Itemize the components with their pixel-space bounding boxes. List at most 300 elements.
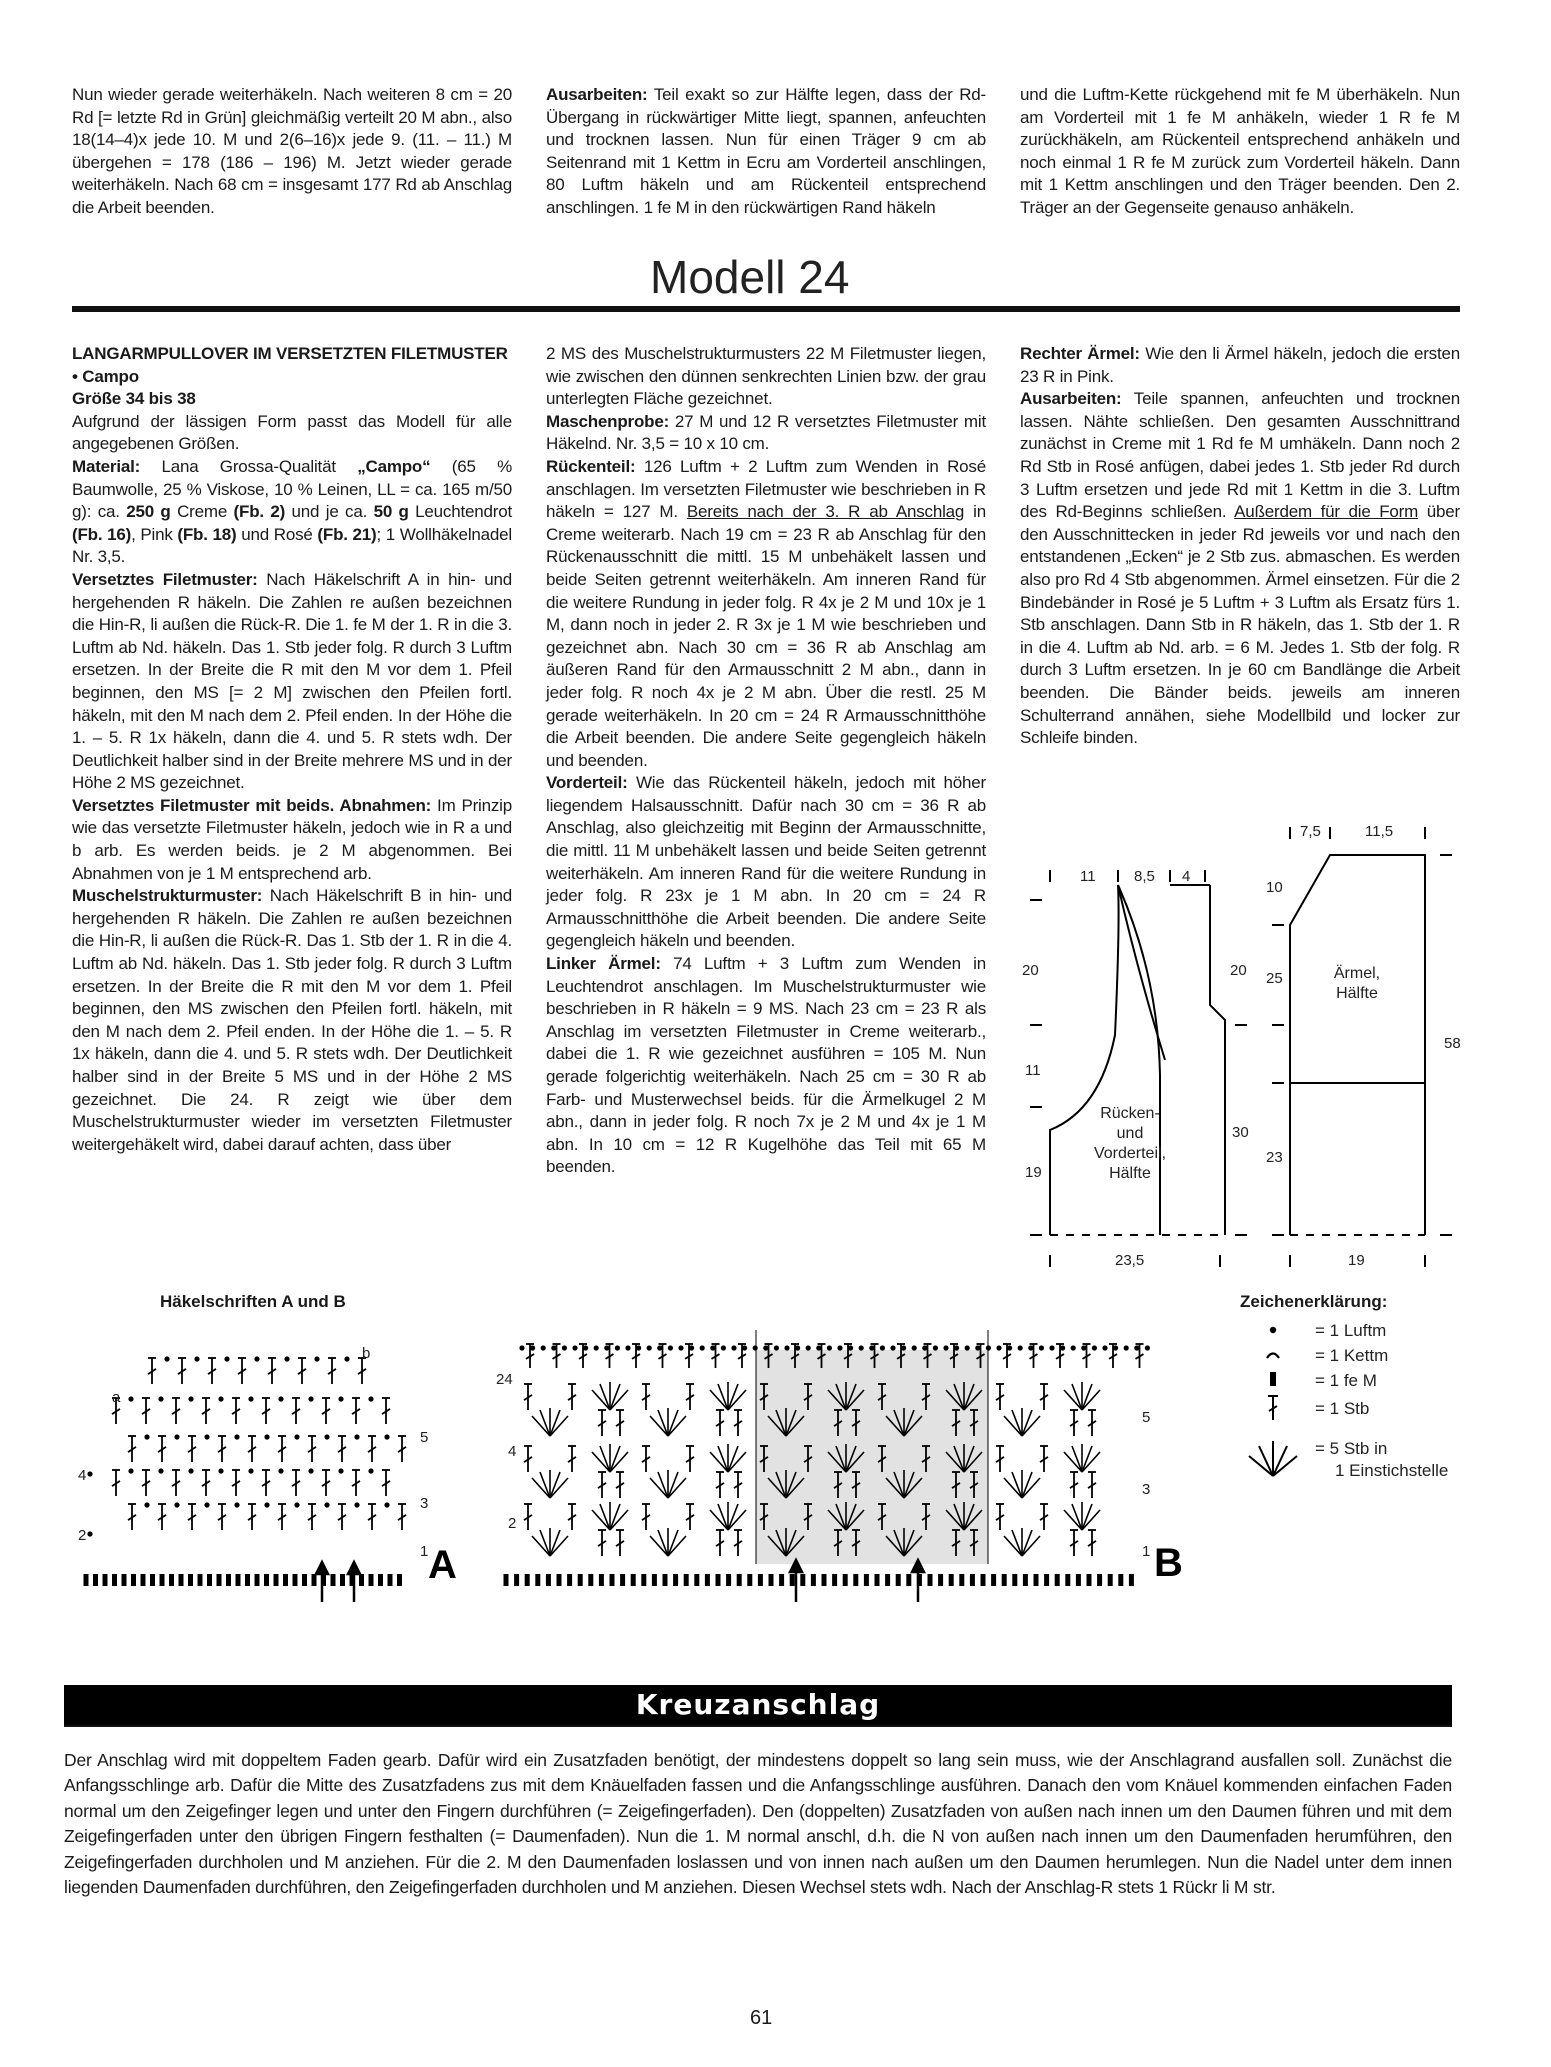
double-crochet-symbol: [1070, 1410, 1078, 1436]
double-crochet-symbol: [686, 1384, 694, 1410]
single-crochet-symbol: [1076, 1574, 1081, 1586]
measure-8-5: 8,5: [1134, 868, 1155, 885]
single-crochet-symbol: [397, 1574, 402, 1586]
shell-symbol: [532, 1470, 568, 1498]
legend-sc: = 1 fe M: [1315, 1371, 1377, 1390]
single-crochet-symbol: [388, 1574, 393, 1586]
double-crochet-symbol: [128, 1504, 136, 1530]
legend-shell-2: 1 Einstichstelle: [1335, 1461, 1449, 1480]
chain-symbol: [1145, 1345, 1150, 1350]
single-crochet-symbol: [245, 1574, 250, 1586]
double-crochet-symbol: [398, 1436, 406, 1462]
single-crochet-symbol: [1087, 1574, 1092, 1586]
shell-symbol: [592, 1502, 628, 1530]
shell-symbol: [592, 1444, 628, 1472]
single-crochet-symbol: [179, 1574, 184, 1586]
legend: [1225, 1316, 1485, 1502]
shell-symbol: [650, 1528, 686, 1556]
double-crochet-symbol: [208, 1358, 216, 1384]
double-crochet-symbol: [1070, 1472, 1078, 1498]
single-crochet-symbol: [631, 1574, 636, 1586]
single-crochet-symbol: [684, 1574, 689, 1586]
single-crochet-symbol: [811, 1574, 816, 1586]
measure-4: 4: [1182, 868, 1191, 885]
chain-symbol: [784, 1345, 789, 1350]
double-crochet-symbol: [996, 1446, 1004, 1472]
single-crochet-symbol: [331, 1574, 336, 1586]
double-crochet-symbol: [178, 1358, 186, 1384]
chart-b-row-5: 5: [1142, 1409, 1151, 1426]
single-crochet-symbol: [312, 1574, 317, 1586]
chain-symbol: [668, 1345, 673, 1350]
chain-symbol: [314, 1356, 319, 1361]
shell-symbol: [592, 1382, 628, 1410]
double-crochet-symbol: [1070, 1530, 1078, 1556]
legend-title: Zeichenerklärung:: [1240, 1292, 1388, 1311]
chart-a-row-5: 5: [420, 1429, 429, 1446]
double-crochet-symbol: [598, 1472, 606, 1498]
double-crochet-symbol: [352, 1470, 360, 1496]
single-crochet-symbol: [255, 1574, 260, 1586]
chain-symbol: [87, 1471, 92, 1476]
single-crochet-symbol: [525, 1574, 530, 1586]
chain-symbol: [264, 1502, 269, 1507]
single-crochet-symbol: [705, 1574, 710, 1586]
single-crochet-symbol: [1065, 1574, 1070, 1586]
shell-symbol: [532, 1528, 568, 1556]
chain-symbol: [1049, 1345, 1054, 1350]
pattern-heading: LANGARMPULLOVER IM VERSETZTEN FILETMUSTER: [72, 344, 508, 363]
double-crochet-symbol: [382, 1470, 390, 1496]
chain-symbol: [344, 1356, 349, 1361]
chain-symbol: [1071, 1345, 1076, 1350]
single-crochet-symbol: [726, 1574, 731, 1586]
chain-symbol: [615, 1345, 620, 1350]
shell-symbol: [1004, 1528, 1040, 1556]
single-crochet-symbol: [93, 1574, 98, 1586]
single-crochet-symbol: [1002, 1574, 1007, 1586]
double-crochet-symbol: [368, 1436, 376, 1462]
chain-symbol: [594, 1345, 599, 1350]
single-crochet-symbol: [906, 1574, 911, 1586]
single-crochet-symbol: [949, 1574, 954, 1586]
double-crochet-symbol: [524, 1384, 532, 1410]
double-crochet-symbol: [248, 1504, 256, 1530]
measure-11-left: 11: [1025, 1062, 1041, 1079]
kreuzanschlag-rule: [64, 1725, 1452, 1727]
double-crochet-symbol: [248, 1436, 256, 1462]
body-label-line-4: Hälfte: [1109, 1165, 1151, 1182]
legend-dc: = 1 Stb: [1315, 1399, 1370, 1418]
single-crochet-symbol: [1118, 1574, 1123, 1586]
chain-stitch-icon: [1270, 1327, 1276, 1333]
chain-symbol: [164, 1356, 169, 1361]
chain-symbol: [933, 1345, 938, 1350]
single-crochet-symbol: [928, 1574, 933, 1586]
single-crochet-symbol: [546, 1574, 551, 1586]
double-crochet-symbol: [716, 1530, 724, 1556]
double-crochet-symbol: [568, 1446, 576, 1472]
double-crochet-symbol: [1040, 1446, 1048, 1472]
chain-symbol: [541, 1345, 546, 1350]
single-crochet-symbol: [264, 1574, 269, 1586]
chain-symbol: [264, 1434, 269, 1439]
chain-symbol: [308, 1468, 313, 1473]
double-crochet-symbol: [148, 1358, 156, 1384]
double-crochet-symbol: [1088, 1472, 1096, 1498]
yarn-name: • Campo: [72, 366, 139, 386]
measure-23: 23: [1266, 1149, 1283, 1166]
double-crochet-symbol: [112, 1470, 120, 1496]
chain-symbol: [1124, 1345, 1129, 1350]
single-crochet-symbol: [141, 1574, 146, 1586]
double-crochet-symbol: [142, 1398, 150, 1424]
chain-symbol: [144, 1502, 149, 1507]
shell-symbol: [650, 1408, 686, 1436]
double-crochet-symbol: [1088, 1530, 1096, 1556]
single-crochet-symbol: [1129, 1574, 1134, 1586]
chain-symbol: [234, 1502, 239, 1507]
double-crochet-symbol: [1088, 1410, 1096, 1436]
size-schematic: [1010, 815, 1470, 1275]
double-crochet-symbol: [686, 1446, 694, 1472]
chain-symbol: [218, 1396, 223, 1401]
double-crochet-symbol: [172, 1398, 180, 1424]
heading-ausarbeiten: Ausarbeiten:: [546, 85, 648, 104]
single-crochet-symbol: [1012, 1574, 1017, 1586]
body-shoulder-side-line: [1210, 885, 1225, 1235]
double-crochet-symbol: [598, 1410, 606, 1436]
body-label-line-2: und: [1116, 1125, 1144, 1142]
single-crochet-symbol: [1034, 1574, 1039, 1586]
single-crochet-symbol: [885, 1574, 890, 1586]
double-crochet-symbol: [262, 1398, 270, 1424]
chain-symbol: [284, 1356, 289, 1361]
chain-symbol: [254, 1356, 259, 1361]
top-col-3: und die Luftm-Kette rückgehend mit fe M überhäkeln. Nun am Vorderteil mit 1 fe M anhäkeln, wieder 1 R fe M zurückhäkeln, am Rückenteil entsprechend anhäkeln und noch einmal 1 R fe M zurück zum Vorderteil häkeln. Dann mit 1 Kettm anschlingen und den Träger beenden. Den 2. Träger an der Gegenseite genauso anhäkeln.: [1020, 85, 1460, 217]
chart-b-row-24: 24: [496, 1371, 513, 1388]
chain-symbol: [194, 1356, 199, 1361]
double-crochet-symbol: [308, 1436, 316, 1462]
chain-symbol: [174, 1502, 179, 1507]
single-crochet-symbol: [896, 1574, 901, 1586]
shell-icon: [1249, 1441, 1297, 1476]
double-crochet-symbol: [996, 1504, 1004, 1530]
single-crochet-symbol: [991, 1574, 996, 1586]
double-crochet-icon: [1268, 1396, 1278, 1420]
single-crochet-symbol: [1097, 1574, 1102, 1586]
chain-symbol: [144, 1434, 149, 1439]
double-crochet-symbol: [262, 1470, 270, 1496]
single-crochet-symbol: [981, 1574, 986, 1586]
chain-symbol: [294, 1502, 299, 1507]
slip-stitch-icon: [1267, 1354, 1279, 1359]
chart-b-row-2: 2: [508, 1515, 517, 1532]
chain-symbol: [678, 1345, 683, 1350]
single-crochet-symbol: [514, 1574, 519, 1586]
chain-symbol: [700, 1345, 705, 1350]
single-crochet-symbol: [578, 1574, 583, 1586]
double-crochet-symbol: [202, 1470, 210, 1496]
chain-symbol: [625, 1345, 630, 1350]
chain-symbol: [204, 1502, 209, 1507]
double-crochet-symbol: [322, 1398, 330, 1424]
double-crochet-symbol: [1040, 1504, 1048, 1530]
double-crochet-symbol: [642, 1446, 650, 1472]
double-crochet-symbol: [128, 1436, 136, 1462]
double-crochet-symbol: [616, 1530, 624, 1556]
legend-shell-1: = 5 Stb in: [1315, 1439, 1388, 1458]
single-crochet-symbol: [150, 1574, 155, 1586]
chain-symbol: [837, 1345, 842, 1350]
single-crochet-symbol: [359, 1574, 364, 1586]
measure-58: 58: [1444, 1035, 1461, 1052]
left-sleeve-paragraph: Linker Ärmel: 74 Luftm + 3 Luftm zum Wenden in Leuchtendrot anschlagen. Im Muschelstrukturmuster wie beschrieben in R häkeln = 9 MS. Nach 23 cm = 23 R als Anschlag im versetzten Filetmuster in Creme weiterarb., dabei die 1. R wie gezeichnet ausführen = 105 M. Nun gerade folgerichtig weiterhäkeln. Nach 25 cm = 30 R ab Farb- und Musterwechsel beids. für die Ärmelkugel 2 M abn., dann in jeder folg. R noch 7x je 2 M und 4x je 1 M abn. In 10 cm = 12 R Kugelhöhe das Teil mit 65 M beenden.: [546, 954, 986, 1177]
chain-symbol: [338, 1396, 343, 1401]
finishing-paragraph: Ausarbeiten: Teile spannen, anfeuchten und trocknen lassen. Nähte schließen. Den gesamten Ausschnittrand zunächst in Creme mit 1 Rd fe M umhäkeln. Dann noch 2 Rd Stb in Rosé anfügen, dabei jedes 1. Stb jeder Rd durch 3 Luftm ersetzen und jede Rd mit 1 Kettm in die 3. Luftm des Rd-Beginns schließen. Außerdem für die Form über den Ausschnittecken in jeder Rd jeweils vor und nach den entstandenen „Ecken“ je 2 Stb zus. abmaschen. Es werden also pro Rd 4 Stb abgenommen. Ärmel einsetzen. Für die 2 Bindebänder in Rosé je 5 Luftm + 3 Luftm als Ersatz fürs 1. Stb anschlagen. Dann Stb in R häkeln, das 1. Stb der 1. R in die 4. Luftm ab Nd. arb. = 6 M. Jedes 1. Stb der folg. R durch 3 Luftm ersetzen. In je 60 cm Bandlänge die Arbeit beenden. Die Bänder beids. jeweils am inneren Schulterrand annähen, siehe Modellbild und locker zur Schleife binden.: [1020, 389, 1460, 748]
measure-11: 11: [1080, 868, 1096, 885]
chart-a-letter: A: [428, 1543, 457, 1587]
double-crochet-symbol: [172, 1470, 180, 1496]
shell-paragraph: Muschelstrukturmuster: Nach Häkelschrift B in hin- und hergehenden R häkeln. Die Zahlen re außen bezeichnen die Hin-R, li außen die Rück-R. Das 1. Stb der 1. R in die 4. Luftm ab Nd. häkeln. Das 1. Stb jeder folg. R durch 3 Luftm ersetzen. In der Breite die R mit den M vor dem 1. Pfeil beginnen, den MS zwischen den Pfeilen fortl. häkeln, mit den M nach dem 2. Pfeil enden. In der Höhe die 1. – 5. R 1x häkeln, dann die 4. und 5. R stets wdh. Der Deutlichkeit halber sind in der Breite 5 MS und in der Höhe 2 MS gezeichnet. Die 24. R zeigt wie über dem Muschelstrukturmuster wieder im versetzten Filetmuster weitergehäkelt wird, dabei darauf achten, dass über: [72, 886, 512, 1154]
double-crochet-symbol: [298, 1358, 306, 1384]
single-crochet-symbol: [198, 1574, 203, 1586]
double-crochet-symbol: [308, 1504, 316, 1530]
chart-b-row-3: 3: [1142, 1481, 1151, 1498]
chain-symbol: [943, 1345, 948, 1350]
chain-symbol: [731, 1345, 736, 1350]
single-crochet-symbol: [535, 1574, 540, 1586]
measure-30: 30: [1232, 1124, 1249, 1141]
single-crochet-symbol: [853, 1574, 858, 1586]
double-crochet-symbol: [268, 1358, 276, 1384]
single-crochet-symbol: [864, 1574, 869, 1586]
single-crochet-symbol: [663, 1574, 668, 1586]
double-crochet-symbol: [158, 1436, 166, 1462]
chart-a-row-2: 2: [78, 1527, 87, 1544]
double-crochet-symbol: [382, 1398, 390, 1424]
chain-symbol: [912, 1345, 917, 1350]
single-crochet-symbol: [1023, 1574, 1028, 1586]
double-crochet-symbol: [524, 1504, 532, 1530]
top-col-1: Nun wieder gerade weiterhäkeln. Nach weiteren 8 cm = 20 Rd [= letzte Rd in Grün] gleichmäßig verteilt 20 M abn., also 18(14–4)x jede 10. M und 2(6–16)x jede 9. (11. – 11.) M übergehen = 178 (186 – 196) M. Jetzt wieder gerade weiterhäkeln. Nach 68 cm = insgesamt 177 Rd ab Anschlag die Arbeit beenden.: [72, 85, 512, 217]
chain-symbol: [354, 1502, 359, 1507]
chain-symbol: [996, 1345, 1001, 1350]
double-crochet-symbol: [352, 1398, 360, 1424]
single-crochet-symbol: [236, 1574, 241, 1586]
double-crochet-symbol: [716, 1472, 724, 1498]
single-crochet-symbol: [758, 1574, 763, 1586]
col-1: LANGARMPULLOVER IM VERSETZTEN FILETMUSTER • Campo Größe 34 bis 38 Aufgrund der lässigen Form passt das Modell für alle angegebenen Größen. Material: Lana Grossa-Qualität „Campo“ (65 % Baumwolle, 25 % Viskose, 10 % Leinen, LL = ca. 165 m/50 g): ca. 250 g Creme (Fb. 2) und je ca. 50 g Leuchtendrot (Fb. 16), Pink (Fb. 18) und Rosé (Fb. 21); 1 Wollhäkelnadel Nr. 3,5. Versetztes Filetmuster: Nach Häkelschrift A in hin- und hergehenden R häkeln. Die Zahlen re außen bezeichnen die Hin-R, li außen die Rück-R. Die 1. fe M der 1. R in die 3. Luftm ab Nd. häkeln. Das 1. Stb jeder folg. R durch 3 Luftm ersetzen. In der Breite die R mit den M vor dem 1. Pfeil beginnen, den MS [= 2 M] zwischen den Pfeilen fortl. häkeln, mit den M nach dem 2. Pfeil enden. In der Höhe die 1. – 5. R 1x häkeln, dann die 4. und 5. R stets wdh. Der Deutlichkeit halber sind in der Breite mehrere MS und in der Höhe 2 MS gezeichnet. Versetztes Filetmuster mit beids. Abnahmen: Im Prinzip wie das versetzte Filetmuster häkeln, jedoch wie in R a und b arb. Es werden beids. je 2 M abgenommen. Bei Abnahmen von je 1 M entsprechend arb. Muschelstrukturmuster: Nach Häkelschrift B in hin- und hergehenden R häkeln. Die Zahlen re außen bezeichnen die Hin-R, li außen die Rück-R. Das 1. Stb der 1. R in die 4. Luftm ab Nd. häkeln. Das 1. Stb jeder folg. R durch 3 Luftm ersetzen. In der Breite die R mit den M vor dem 1. Pfeil beginnen, den MS zwischen den Pfeilen fortl. häkeln, mit den M nach dem 2. Pfeil enden. In der Höhe die 1. – 5. R 1x häkeln, dann die 4. und 5. R stets wdh. Der Deutlichkeit halber sind in der Breite 5 MS und in der Höhe 2 MS gezeichnet. Die 24. R zeigt wie über dem Muschelstrukturmuster wieder im versetzten Filetmuster weitergehäkelt wird, dabei darauf achten, dass über: [72, 343, 512, 1156]
shell-symbol: [1004, 1408, 1040, 1436]
chain-symbol: [562, 1345, 567, 1350]
double-crochet-symbol: [292, 1470, 300, 1496]
chain-symbol: [1102, 1345, 1107, 1350]
chain-symbol: [519, 1345, 524, 1350]
single-crochet-symbol: [274, 1574, 279, 1586]
chain-symbol: [278, 1468, 283, 1473]
body-armhole-line: [1050, 885, 1119, 1235]
page-number: 61: [750, 2007, 773, 2029]
single-crochet-icon: [1270, 1372, 1276, 1386]
measure-7-5: 7,5: [1300, 823, 1321, 840]
single-crochet-symbol: [567, 1574, 572, 1586]
single-crochet-symbol: [599, 1574, 604, 1586]
chain-symbol: [1092, 1345, 1097, 1350]
shell-symbol: [1064, 1382, 1100, 1410]
double-crochet-symbol: [328, 1358, 336, 1384]
single-crochet-symbol: [112, 1574, 117, 1586]
single-crochet-symbol: [283, 1574, 288, 1586]
double-crochet-symbol: [142, 1470, 150, 1496]
model-title: Modell 24: [650, 251, 850, 303]
double-crochet-symbol: [524, 1446, 532, 1472]
chain-symbol: [158, 1468, 163, 1473]
single-crochet-symbol: [779, 1574, 784, 1586]
size-range: Größe 34 bis 38: [72, 389, 196, 409]
chain-symbol: [1018, 1345, 1023, 1350]
shell-symbol: [1064, 1444, 1100, 1472]
single-crochet-symbol: [84, 1574, 89, 1586]
chain-symbol: [224, 1356, 229, 1361]
chain-symbol: [204, 1434, 209, 1439]
single-crochet-symbol: [875, 1574, 880, 1586]
chain-symbol: [1039, 1345, 1044, 1350]
double-crochet-symbol: [188, 1436, 196, 1462]
double-crochet-symbol: [188, 1504, 196, 1530]
sleeve-label-line-2: Hälfte: [1336, 985, 1378, 1002]
chart-a-row-1: 1: [420, 1543, 429, 1560]
chain-symbol: [87, 1531, 92, 1536]
single-crochet-symbol: [641, 1574, 646, 1586]
chain-symbol: [859, 1345, 864, 1350]
chain-symbol: [880, 1345, 885, 1350]
chart-b-highlight: [756, 1350, 988, 1564]
legend-slip: = 1 Kettm: [1315, 1346, 1389, 1365]
chain-symbol: [647, 1345, 652, 1350]
filet-paragraph: Versetztes Filetmuster: Nach Häkelschrift A in hin- und hergehenden R häkeln. Die Zahlen re außen bezeichnen die Hin-R, li außen die Rück-R. Die 1. fe M der 1. R in die 3. Luftm ab Nd. häkeln. Das 1. Stb jeder folg. R durch 3 Luftm ersetzen. In der Breite die R mit den M vor dem 1. Pfeil beginnen, den MS [= 2 M] zwischen den Pfeilen fortl. häkeln, mit den M nach dem 2. Pfeil enden. In der Höhe die 1. – 5. R 1x häkeln, dann die 4. und 5. R stets wdh. Der Deutlichkeit halber sind in der Breite mehrere MS und in der Höhe 2 MS gezeichnet.: [72, 569, 512, 793]
single-crochet-symbol: [959, 1574, 964, 1586]
single-crochet-symbol: [217, 1574, 222, 1586]
body-front-neck-line: [1118, 885, 1160, 1235]
body-label-line-1: Rücken-: [1100, 1105, 1160, 1122]
shell-symbol: [1064, 1502, 1100, 1530]
chain-symbol: [774, 1345, 779, 1350]
chain-symbol: [128, 1468, 133, 1473]
single-crochet-symbol: [169, 1574, 174, 1586]
kreuzanschlag-text: Der Anschlag wird mit doppeltem Faden gearb. Dafür wird ein Zusatzfaden benötigt, der mindestens doppelt so lang sein muss, wie der Anschlagrand ausfallen soll. Zunächst die Anfangsschlinge arb. Dafür die Mitte des Zusatzfadens zus mit dem Knäuelfaden fassen und die Anfangsschlinge ausführen. Danach den vom Knäuel kommenden einfachen Faden normal um den Zeigefinger legen und unter den Fingern durchführen (= Zeigefingerfaden). Den (doppelten) Zusatzfaden von außen nach innen um den Daumen führen und mit dem Zeigefingerfaden unter den übrigen Fingern festhalten (= Daumenfaden). Nun die 1. M normal anschl, d.h. die N von außen nach innen um den Daumenfaden herumführen, den Zeigefingerfaden durchholen und M anziehen. Für die 2. M den Daumenfaden loslassen und von innen nach außen um den Daumen herumlegen. Nun die Nadel unter dem innen liegenden Daumenfaden durchführen, den Zeigefingerfaden durchholen und M anziehen. Diesen Wechsel stets wdh. Nach der Anschlag-R stets 1 Rückr li M str.: [64, 1750, 1452, 1898]
single-crochet-symbol: [369, 1574, 374, 1586]
single-crochet-symbol: [970, 1574, 975, 1586]
single-crochet-symbol: [747, 1574, 752, 1586]
chain-symbol: [278, 1396, 283, 1401]
body-label-line-3: Vorderteil,: [1093, 1145, 1167, 1162]
top-col-2: Ausarbeiten: Teil exakt so zur Hälfte legen, dass der Rd-Übergang in rückwärtiger Mitte liegt, spannen, anfeuchten und trocknen lassen. Nun für einen Träger 9 cm ab Seitenrand mit 1 Kettm in Ecru am Vorderteil anschlingen, 80 Luftm häkeln und am Rückenteil entsprechend anschlingen. 1 fe M in den rückwärtigen Rand häkeln: [546, 85, 986, 217]
double-crochet-symbol: [686, 1504, 694, 1530]
chain-symbol: [827, 1345, 832, 1350]
single-crochet-symbol: [378, 1574, 383, 1586]
double-crochet-symbol: [734, 1530, 742, 1556]
measure-20-left: 20: [1022, 962, 1039, 979]
chain-symbol: [986, 1345, 991, 1350]
chain-symbol: [806, 1345, 811, 1350]
chain-symbol: [965, 1345, 970, 1350]
single-crochet-symbol: [1055, 1574, 1060, 1586]
single-crochet-symbol: [103, 1574, 108, 1586]
single-crochet-symbol: [822, 1574, 827, 1586]
single-crochet-symbol: [588, 1574, 593, 1586]
title-rule: [72, 306, 1460, 312]
body-back-neck-line: [1118, 885, 1165, 1060]
chain-symbol: [572, 1345, 577, 1350]
front-paragraph: Vorderteil: Wie das Rückenteil häkeln, jedoch mit höher liegendem Halsausschnitt. Dafür nach 30 cm = 36 R ab Anschlag, also gleichzeitig mit Beginn der Armausschnitte, die mittl. 11 M unbehäkelt lassen und beide Seiten getrennt weiterhäkeln. Am inneren Rand für die weitere Rundung in jeder folg. R 23x je 1 M abn. In 20 cm = 24 R Armausschnitthöhe die Arbeit beenden. Die andere Seite gegengleich häkeln und beenden.: [546, 773, 986, 951]
chain-symbol: [158, 1396, 163, 1401]
double-crochet-symbol: [642, 1384, 650, 1410]
chain-symbol: [721, 1345, 726, 1350]
chart-b-row-1: 1: [1142, 1543, 1151, 1560]
chart-a-mark-a: a: [112, 1389, 121, 1406]
single-crochet-symbol: [160, 1574, 165, 1586]
chain-symbol: [248, 1396, 253, 1401]
single-crochet-symbol: [716, 1574, 721, 1586]
shell-symbol: [710, 1382, 746, 1410]
double-crochet-symbol: [616, 1410, 624, 1436]
crochet-chart-b: [470, 1318, 1210, 1610]
sleeve-outline: [1290, 855, 1425, 1235]
right-sleeve-paragraph: Rechter Ärmel: Wie den li Ärmel häkeln, jedoch die ersten 23 R in Pink.: [1020, 344, 1460, 386]
double-crochet-symbol: [158, 1504, 166, 1530]
double-crochet-symbol: [278, 1436, 286, 1462]
chain-symbol: [368, 1396, 373, 1401]
chart-a-row-4: 4: [78, 1467, 87, 1484]
single-crochet-symbol: [302, 1574, 307, 1586]
filet-decrease-paragraph: Versetztes Filetmuster mit beids. Abnahmen: Im Prinzip wie das versetzte Filetmuster häkeln, jedoch wie in R a und b arb. Es werden beids. je 2 M abgenommen. Bei Abnahmen von je 1 M entsprechend arb.: [72, 795, 513, 883]
measure-20-right: 20: [1230, 962, 1247, 979]
single-crochet-symbol: [1044, 1574, 1049, 1586]
chain-symbol: [354, 1434, 359, 1439]
col-3: [1020, 343, 1460, 750]
single-crochet-symbol: [800, 1574, 805, 1586]
chart-b-row-4: 4: [508, 1443, 517, 1460]
single-crochet-symbol: [188, 1574, 193, 1586]
diagrams-title: Häkelschriften A und B: [160, 1292, 346, 1311]
sleeve-label-line-1: Ärmel,: [1333, 965, 1381, 982]
shell-symbol: [710, 1444, 746, 1472]
double-crochet-symbol: [232, 1470, 240, 1496]
chain-symbol: [294, 1434, 299, 1439]
chain-symbol: [218, 1468, 223, 1473]
double-crochet-symbol: [734, 1410, 742, 1436]
col-2: 2 MS des Muschelstrukturmusters 22 M Filetmuster liegen, wie zwischen den dünnen senkrechten Linien bzw. der grau unterlegten Fläche gezeichnet. Maschenprobe: 27 M und 12 R versetztes Filetmuster mit Häkelnd. Nr. 3,5 = 10 x 10 cm. Rückenteil: 126 Luftm + 2 Luftm zum Wenden in Rosé anschlagen. Im versetzten Filetmuster wie beschrieben in R häkeln = 127 M. Bereits nach der 3. R ab Anschlag in Creme weiterarb. Nach 19 cm = 23 R ab Anschlag für den Rückenausschnitt die mittl. 15 M unbehäkelt lassen und beide Seiten getrennt weiterhäkeln. Am inneren Rand für die weitere Rundung in jeder folg. R 4x je 2 M und 10x je 1 M, dann noch in jeder 2. R 3x je 1 M wie beschrieben und gezeichnet abn. Nach 30 cm = 36 R ab Anschlag am äußeren Rand für den Armausschnitt 2 M abn., dann in jeder folg. R noch 4x je 2 M abn. Über die restl. 25 M gerade weiterhäkeln. In 20 cm = 24 R Armausschnitthöhe die Arbeit beenden. Die andere Seite gegengleich häkeln und beenden. Vorderteil: Wie das Rückenteil häkeln, jedoch mit höher liegendem Halsausschnitt. Dafür nach 30 cm = 36 R ab Anschlag, also gleichzeitig mit Beginn der Armausschnitte, die mittl. 11 M unbehäkelt lassen und beide Seiten getrennt weiterhäkeln. Am inneren Rand für die weitere Rundung in jeder folg. R 23x je 1 M abn. In 20 cm = 24 R Armausschnitthöhe die Arbeit beenden. Die andere Seite gegengleich häkeln und beenden. Linker Ärmel: 74 Luftm + 3 Luftm zum Wenden in Leuchtendrot anschlagen. Im Muschelstrukturmuster wie beschrieben in R häkeln = 9 MS. Nach 23 cm = 23 R als Anschlag im versetzten Filetmuster in Creme weiterarb., dabei die 1. R wie gezeichnet ausführen = 105 M. Nun gerade folgerichtig weiterhäkeln. Nach 25 cm = 30 R ab Farb- und Musterwechsel beids. für die Ärmelkugel 2 M abn., dann in jeder folg. R noch 7x je 2 M und 4x je 1 M abn. In 10 cm = 12 R Kugelhöhe das Teil mit 65 M beenden.: [546, 343, 986, 1179]
kreuzanschlag-banner: Kreuzanschlag: [64, 1685, 1452, 1725]
single-crochet-symbol: [293, 1574, 298, 1586]
shell-symbol: [1004, 1470, 1040, 1498]
chart-a-symbols: [84, 1356, 407, 1586]
double-crochet-symbol: [568, 1504, 576, 1530]
double-crochet-symbol: [292, 1398, 300, 1424]
chain-symbol: [753, 1345, 758, 1350]
measure-19-left: 19: [1025, 1164, 1042, 1181]
single-crochet-symbol: [938, 1574, 943, 1586]
double-crochet-symbol: [1040, 1384, 1048, 1410]
measure-19-sleeve: 19: [1348, 1252, 1365, 1269]
measure-23-5: 23,5: [1115, 1252, 1145, 1269]
single-crochet-symbol: [620, 1574, 625, 1586]
double-crochet-symbol: [734, 1472, 742, 1498]
double-crochet-symbol: [568, 1384, 576, 1410]
single-crochet-symbol: [504, 1574, 509, 1586]
chain-symbol: [384, 1434, 389, 1439]
